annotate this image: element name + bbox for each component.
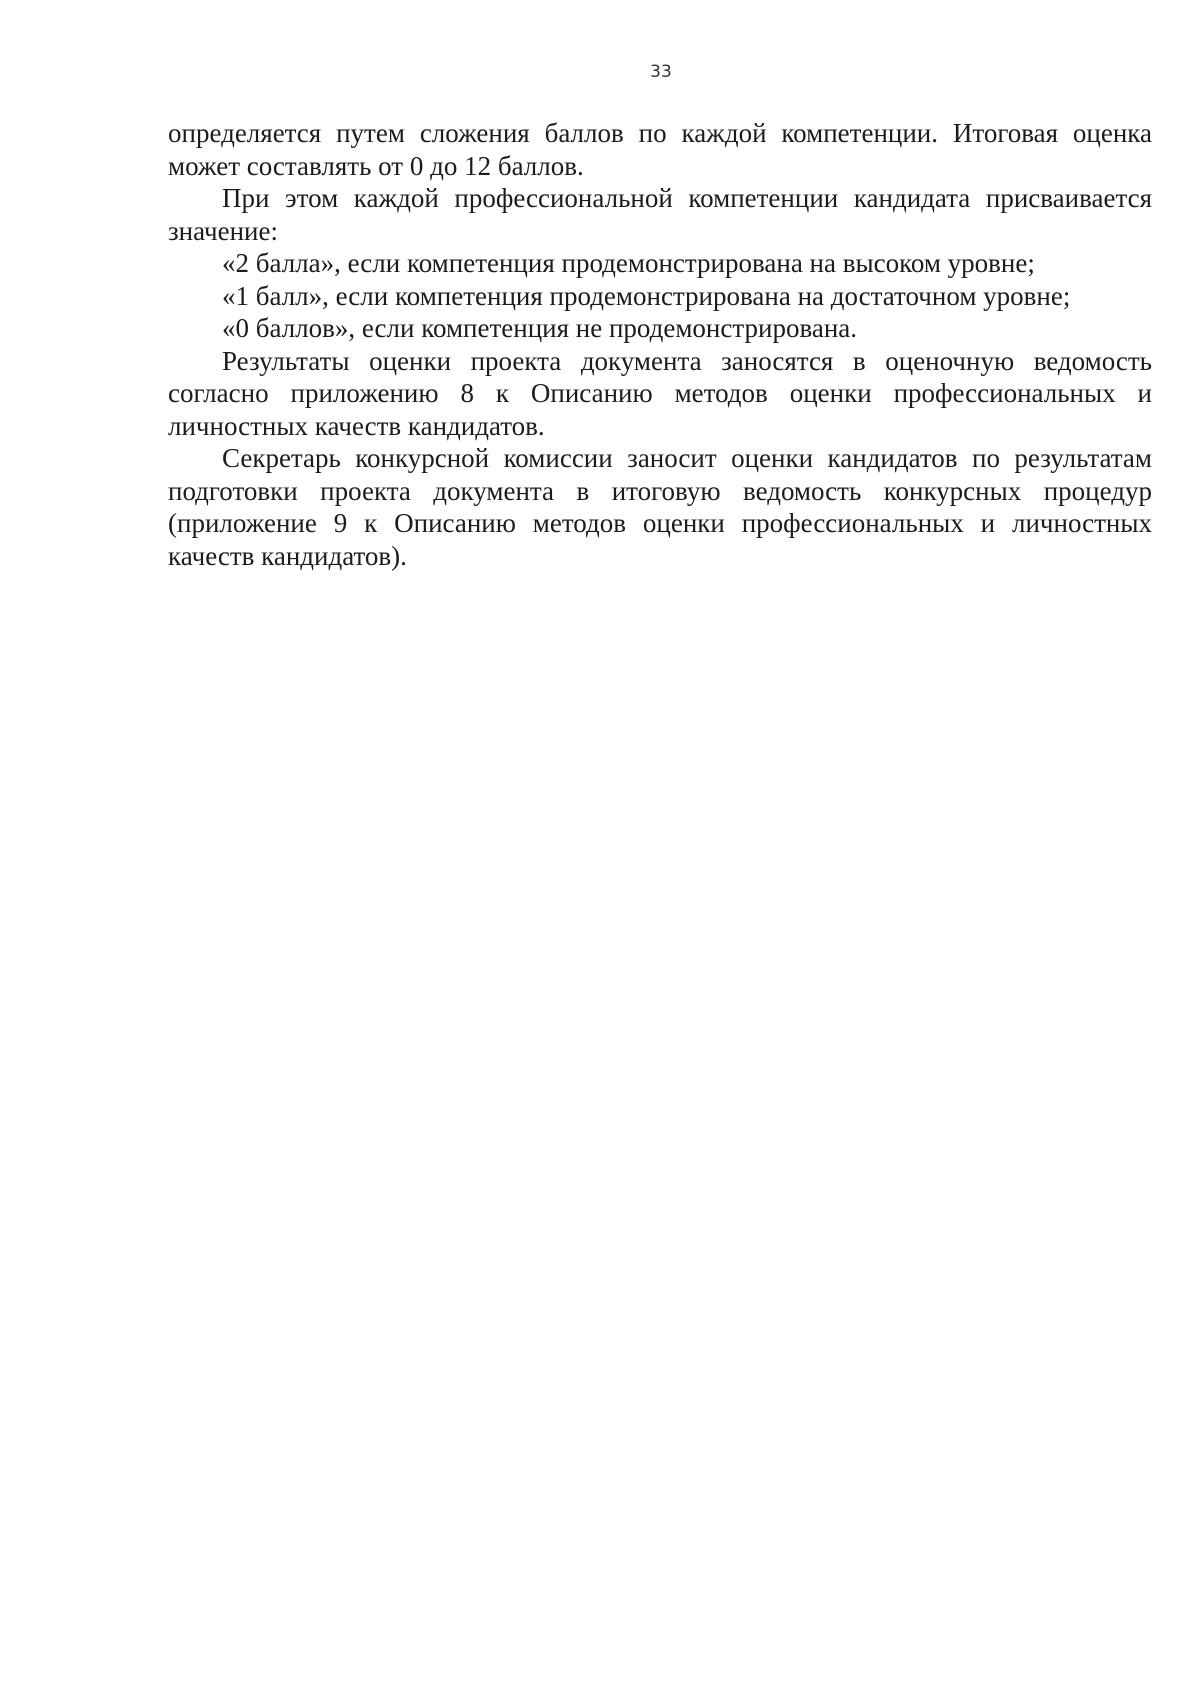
- paragraph-score-total: определяется путем сложения баллов по каждой компетенции. Итоговая оценка может составлять от 0 до 12 баллов.: [168, 118, 1152, 181]
- document-body: [168, 117, 1152, 572]
- paragraph-score-1: «1 балл», если компетенция продемонстрирована на достаточном уровне;: [222, 280, 1071, 311]
- paragraph-secretary: Секретарь конкурсной комиссии заносит оценки кандидатов по результатам подготовки проекта документа в итоговую ведомость конкурсных процедур (приложение 9 к Описанию методов оценки профессиональных и личностных качеств кандидатов).: [168, 443, 1152, 571]
- paragraph-score-2: «2 балла», если компетенция продемонстрирована на высоком уровне;: [222, 248, 1035, 278]
- paragraph-score-0: «0 баллов», если компетенция не продемонстрирована.: [222, 313, 858, 343]
- paragraph-score-assignment: При этом каждой профессиональной компетенции кандидата присваивается значение:: [168, 183, 1152, 246]
- page-number: 33: [650, 62, 672, 82]
- paragraph-results-record: Результаты оценки проекта документа заносятся в оценочную ведомость согласно приложению 8 к Описанию методов оценки профессиональных и личностных качеств кандидатов.: [168, 345, 1152, 441]
